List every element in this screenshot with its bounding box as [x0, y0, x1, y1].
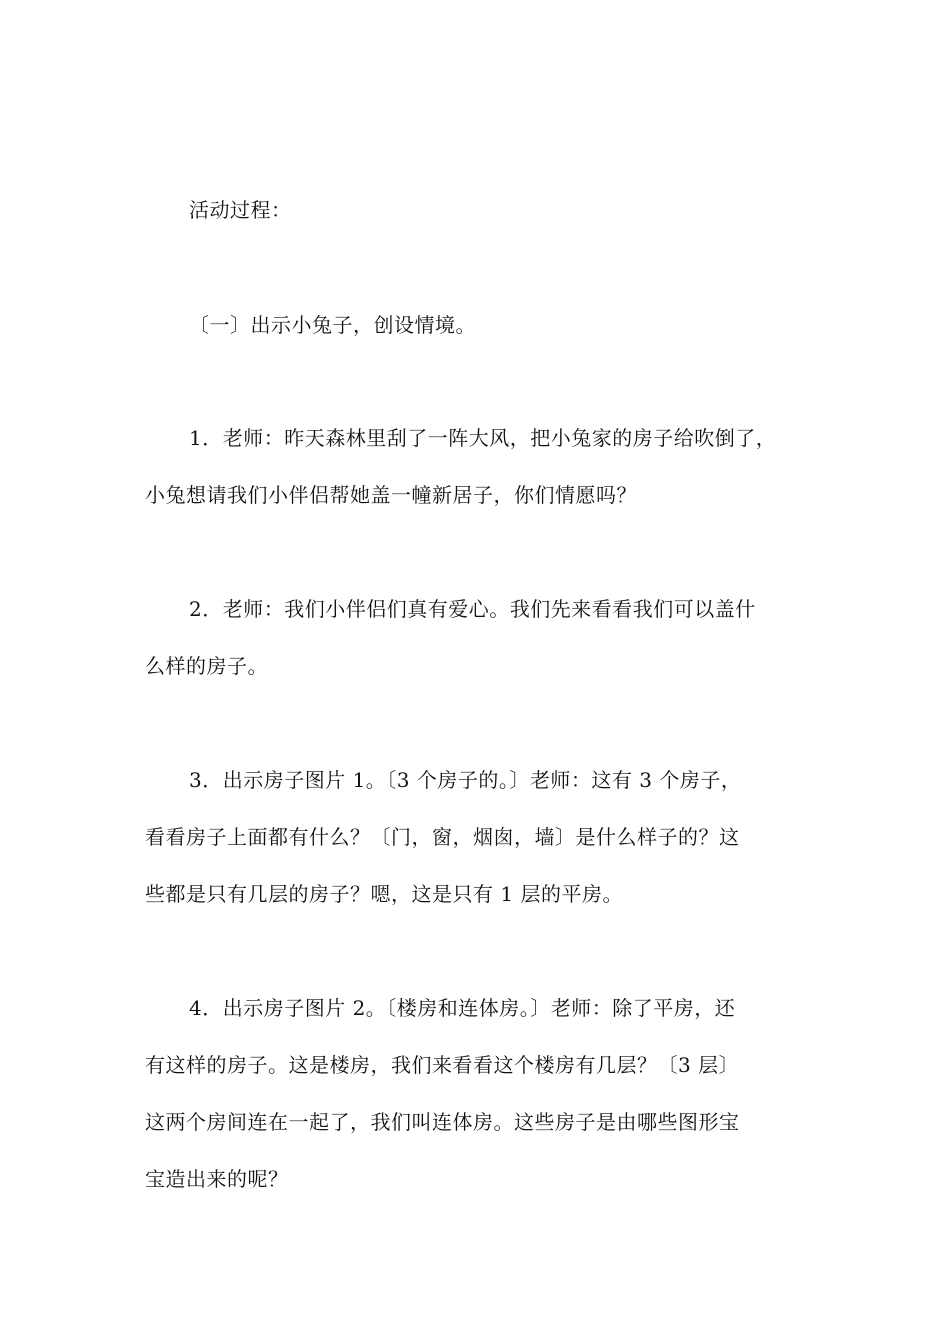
paragraph-line: 1．老师：昨天森林里刮了一阵大风，把小兔家的房子给吹倒了，	[189, 426, 777, 450]
paragraph-line: 3．出示房子图片 1。〔3 个房子的。〕老师：这有 3 个房子，	[189, 768, 742, 792]
paragraph-line: 些都是只有几层的房子？嗯，这是只有 1 层的平房。	[145, 882, 623, 906]
heading-text: 活动过程：	[189, 198, 292, 222]
paragraph-line: 2．老师：我们小伴侣们真有爱心。我们先来看看我们可以盖什	[189, 597, 756, 621]
section-title-text: 〔一〕出示小兔子，创设情境。	[189, 313, 476, 337]
paragraph-4	[145, 980, 835, 1208]
activity-process-heading	[145, 182, 835, 239]
paragraph-line: 有这样的房子。这是楼房，我们来看看这个楼房有几层？〔3 层〕	[145, 1053, 740, 1077]
section-title	[145, 297, 835, 354]
paragraph-line: 宝造出来的呢？	[145, 1167, 289, 1191]
paragraph-line: 这两个房间连在一起了，我们叫连体房。这些房子是由哪些图形宝	[145, 1110, 740, 1134]
paragraph-2	[145, 581, 835, 695]
paragraph-line: 小兔想请我们小伴侣帮她盖一幢新居子，你们情愿吗？	[145, 483, 637, 507]
paragraph-line: 4．出示房子图片 2。〔楼房和连体房。〕老师：除了平房，还	[189, 996, 736, 1020]
paragraph-line: 看看房子上面都有什么？〔门，窗，烟囱，墙〕是什么样子的？这	[145, 825, 740, 849]
paragraph-line: 么样的房子。	[145, 654, 268, 678]
paragraph-3	[145, 752, 835, 923]
paragraph-1	[145, 410, 835, 524]
